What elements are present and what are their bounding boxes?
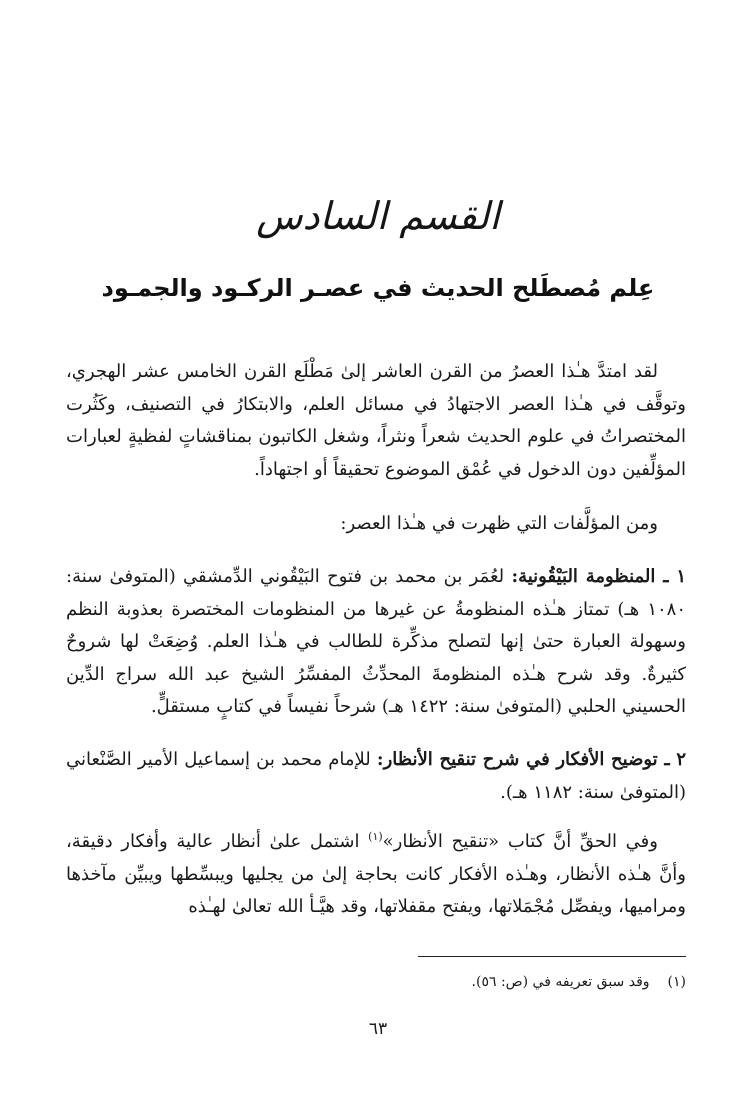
chapter-title: عِلم مُصطَلح الحديث في عصـر الركـود والجمـود: [101, 274, 655, 302]
list-item-heading: ١ ـ المنظومة البَيْقُونية:: [511, 566, 686, 587]
section-heading: القسم السادس: [256, 194, 500, 238]
footnote: [66, 970, 686, 994]
paragraph-intro: لقد امتدَّ هـٰذا العصرُ من القرن العاشر إلىٰ مَطْلَع القرن الخامس عشر الهجري، وتوقَّف في هـٰذا العصر الاجتهادُ في مسائل العلم، والابتكارُ في التصنيف، وكَثُرت المختصراتُ في علوم الحديث شعراً ونثراً، وشغل الكاتبون بمناقشاتٍ لفظيةٍ لعبارات المؤلِّفين دون الدخول في عُمْق الموضوع تحقيقاً أو اجتهاداً.: [66, 361, 686, 480]
footnote-reference: (١): [368, 830, 383, 843]
list-item-heading: ٢ ـ توضيح الأفكار في شرح تنقيح الأنظار:: [376, 749, 686, 770]
footnote-divider: [418, 956, 686, 957]
paragraph-works-intro: ومن المؤلَّفات التي ظهرت في هـٰذا العصر:: [340, 513, 658, 534]
paragraph-tanqih: [66, 826, 686, 924]
list-item-tawdih: [66, 744, 686, 809]
paragraph-text: اشتمل علىٰ أنظار عالية وأفكار دقيقة، وأنَّ هـٰذه الأنظار، وهـٰذه الأفكار كانت بحاجة إلىٰ من يجليها ويبسِّطها ويبيِّن مآخذها ومراميها، ويفصِّل مُجْمَلاتها، ويفتح مقفلاتها، وقد هيَّـأ الله تعالىٰ لهـٰذه: [66, 831, 686, 917]
page-number: ٦٣: [368, 1019, 388, 1039]
footnote-number: (١): [667, 974, 686, 990]
paragraph-text: وفي الحقِّ أنَّ كتاب «تنقيح الأنظار»: [382, 831, 658, 852]
list-item-body: للإمام محمد بن إسماعيل الأمير الصَّنْعاني (المتوفىٰ سنة: ١١٨٢ هـ).: [66, 749, 686, 803]
list-item-body: لعُمَر بن محمد بن فتوح البَيْقُوني الدِّمشقي (المتوفىٰ سنة: ١٠٨٠ هـ) تمتاز هـٰذه المنظومةُ عن غيرها من المنظومات المختصرة بعذوبة النظم وسهولة العبارة حتىٰ إنها لتصلح مذكِّرة للطالب في هـٰذا العلم. وُضِعَتْ لها شروحٌ كثيرةٌ. وقد شرح هـٰذه المنظومةَ المحدِّثُ المفسِّرُ الشيخ عبد الله سراج الدِّين الحسيني الحلبي (المتوفىٰ سنة: ١٤٢٢ هـ) شرحاً نفيساً في كتابٍ مستقلٍّ.: [66, 566, 686, 717]
list-item-bayquniyya: [66, 561, 686, 724]
footnote-text: وقد سبق تعريفه في (ص: ٥٦).: [471, 974, 650, 990]
